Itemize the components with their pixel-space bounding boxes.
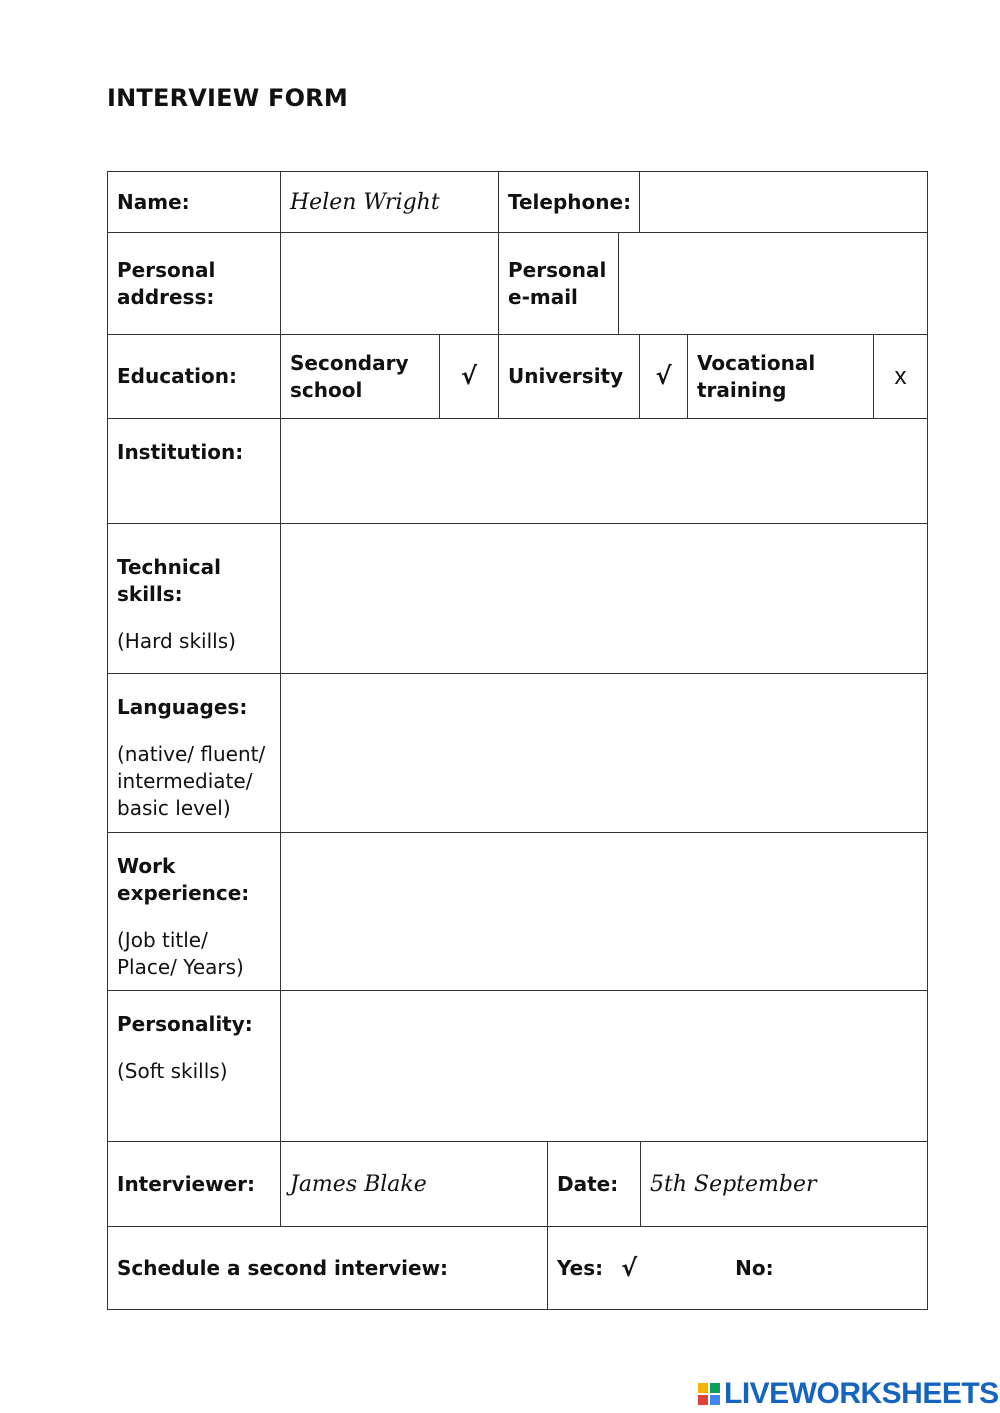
logo-square-red (698, 1395, 708, 1405)
telephone-field[interactable] (639, 171, 928, 232)
vocational-training-checkbox[interactable]: x (873, 334, 928, 418)
date-field[interactable]: 5th September (640, 1141, 928, 1226)
no-label: No: (735, 1255, 774, 1280)
secondary-school-label: Secondary school (280, 334, 439, 418)
personality-note: (Soft skills) (117, 1059, 228, 1083)
email-label: Personal e-mail (498, 232, 618, 334)
interviewer-label: Interviewer: (107, 1141, 280, 1226)
schedule-answer-cell (547, 1226, 928, 1310)
yes-checkbox[interactable]: √ (621, 1253, 638, 1282)
name-field[interactable]: Helen Wright (280, 171, 498, 232)
address-field[interactable] (280, 232, 498, 334)
email-field[interactable] (618, 232, 928, 334)
institution-field[interactable] (280, 418, 928, 523)
institution-label: Institution: (107, 418, 280, 523)
technical-skills-cell (107, 523, 280, 673)
schedule-second-interview-label: Schedule a second interview: (107, 1226, 547, 1310)
technical-skills-field[interactable] (280, 523, 928, 673)
languages-label: Languages: (117, 695, 248, 719)
languages-field[interactable] (280, 673, 928, 832)
logo-square-green (710, 1383, 720, 1393)
work-experience-field[interactable] (280, 832, 928, 990)
education-label: Education: (107, 334, 280, 418)
languages-note: (native/ fluent/ intermediate/ basic level) (117, 742, 266, 820)
university-label: University (498, 334, 639, 418)
languages-cell (107, 673, 280, 832)
work-experience-cell (107, 832, 280, 990)
liveworksheets-logo-icon (698, 1383, 720, 1405)
logo-square-blue (710, 1395, 720, 1405)
personality-cell (107, 990, 280, 1141)
secondary-school-checkbox[interactable]: √ (439, 334, 498, 418)
yes-label: Yes: (557, 1255, 604, 1280)
liveworksheets-watermark (698, 1376, 999, 1412)
technical-skills-note: (Hard skills) (117, 629, 236, 653)
university-checkbox[interactable]: √ (639, 334, 687, 418)
interviewer-field[interactable]: James Blake (280, 1141, 547, 1226)
date-label: Date: (547, 1141, 640, 1226)
no-checkbox[interactable] (782, 1253, 842, 1283)
telephone-label: Telephone: (498, 171, 639, 232)
work-experience-label: Work experience: (117, 854, 250, 905)
address-label: Personal address: (107, 232, 280, 334)
work-experience-note: (Job title/ Place/ Years) (117, 928, 244, 979)
personality-field[interactable] (280, 990, 928, 1141)
vocational-training-label: Vocational training (687, 334, 873, 418)
liveworksheets-logo-text: LIVEWORKSHEETS (724, 1377, 999, 1410)
page-title: INTERVIEW FORM (107, 84, 348, 112)
technical-skills-label: Technical skills: (117, 555, 221, 606)
interview-form-table (107, 171, 928, 1310)
personality-label: Personality: (117, 1012, 253, 1036)
name-label: Name: (107, 171, 280, 232)
logo-square-yellow (698, 1383, 708, 1393)
